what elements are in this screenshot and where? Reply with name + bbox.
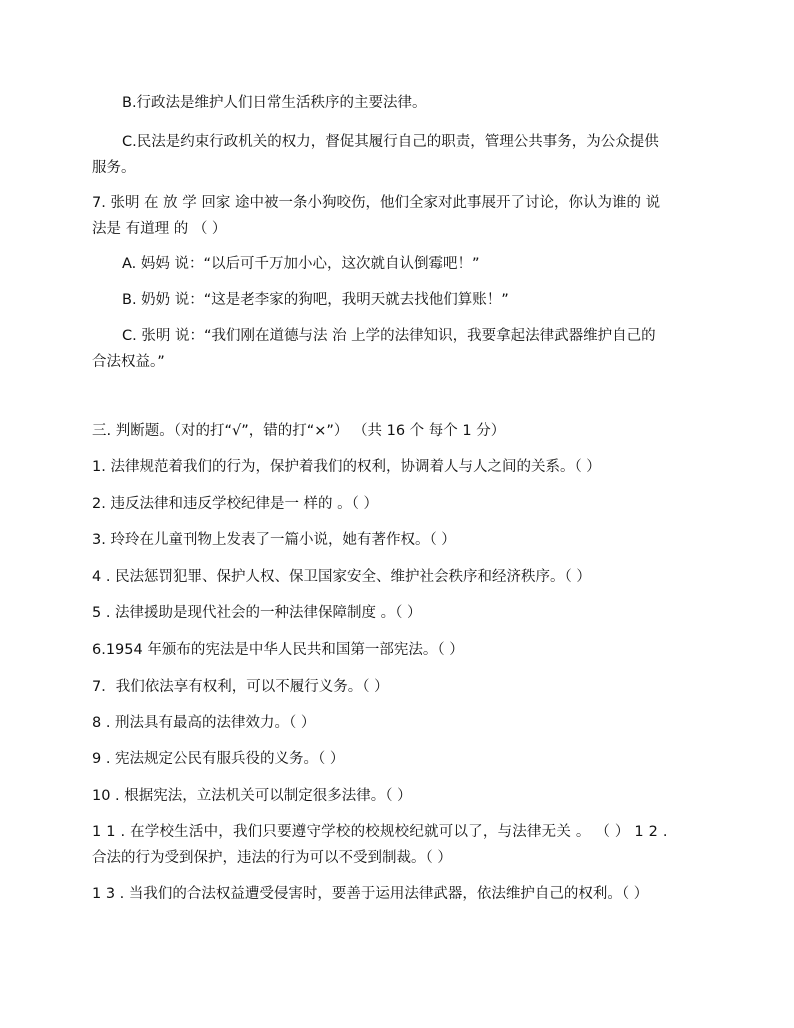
question-7-stem-line2: 法是 有道理 的 （ ）: [92, 221, 227, 237]
judgment-item-13: 1 3 . 当我们的合法权益遭受侵害时，要善于运用法律武器，依法维护自己的权利。（ ）: [92, 886, 649, 902]
judgment-item-2: 2. 违反法律和违反学校纪律是一 样的 。（ ）: [92, 496, 379, 512]
option-b-administrative-law: B.行政法是维护人们日常生活秩序的主要法律。: [122, 95, 427, 111]
judgment-item-4: 4 . 民法惩罚犯罪、保护人权、保卫国家安全、维护社会秩序和经济秩序。（ ）: [92, 569, 591, 585]
question-7-option-a: A. 妈妈 说：“以后可千万加小心，这次就自认倒霉吧！”: [122, 256, 480, 272]
question-7-option-b: B. 奶奶 说：“这是老李家的狗吧，我明天就去找他们算账！”: [122, 292, 509, 308]
judgment-item-8: 8 . 刑法具有最高的法律效力。（ ）: [92, 715, 316, 731]
judgment-item-1: 1. 法律规范着我们的行为，保护着我们的权利，协调着人与人之间的关系。（ ）: [92, 459, 601, 475]
judgment-item-10: 10 . 根据宪法，立法机关可以制定很多法律。（ ）: [92, 788, 412, 804]
question-7-option-c-line2: 合法权益。”: [92, 354, 165, 370]
option-c-civil-law-line1: C.民法是约束行政机关的权力，督促其履行自己的职责，管理公共事务，为公众提供: [122, 134, 659, 150]
section-3-heading: 三. 判断题。（对的打“√”，错的打“×”） （共 16 个 每个 1 分）: [92, 423, 506, 439]
option-c-civil-law-line2: 服务。: [92, 160, 136, 176]
judgment-item-5: 5 . 法律援助是现代社会的一种法律保障制度 。（ ）: [92, 605, 422, 621]
judgment-item-7: 7．我们依法享有权利，可以不履行义务。（ ）: [92, 679, 389, 695]
judgment-item-3: 3. 玲玲在儿童刊物上发表了一篇小说，她有著作权。（ ）: [92, 532, 456, 548]
judgment-item-11-line1: 1 1 . 在学校生活中，我们只要遵守学校的校规校纪就可以了，与法律无关 。 （ ） 1 2 .: [92, 824, 668, 840]
judgment-item-6: 6.1954 年颁布的宪法是中华人民共和国第一部宪法。（ ）: [92, 642, 464, 658]
judgment-item-9: 9 . 宪法规定公民有服兵役的义务。（ ）: [92, 751, 345, 767]
question-7-stem-line1: 7. 张明 在 放 学 回家 途中被一条小狗咬伤，他们全家对此事展开了讨论，你认为谁的 说: [92, 195, 661, 211]
judgment-item-11-line2: 合法的行为受到保护，违法的行为可以不受到制裁。（ ）: [92, 850, 452, 866]
question-7-option-c-line1: C. 张明 说：“我们刚在道德与法 治 上学的法律知识，我要拿起法律武器维护自己的: [122, 328, 656, 344]
